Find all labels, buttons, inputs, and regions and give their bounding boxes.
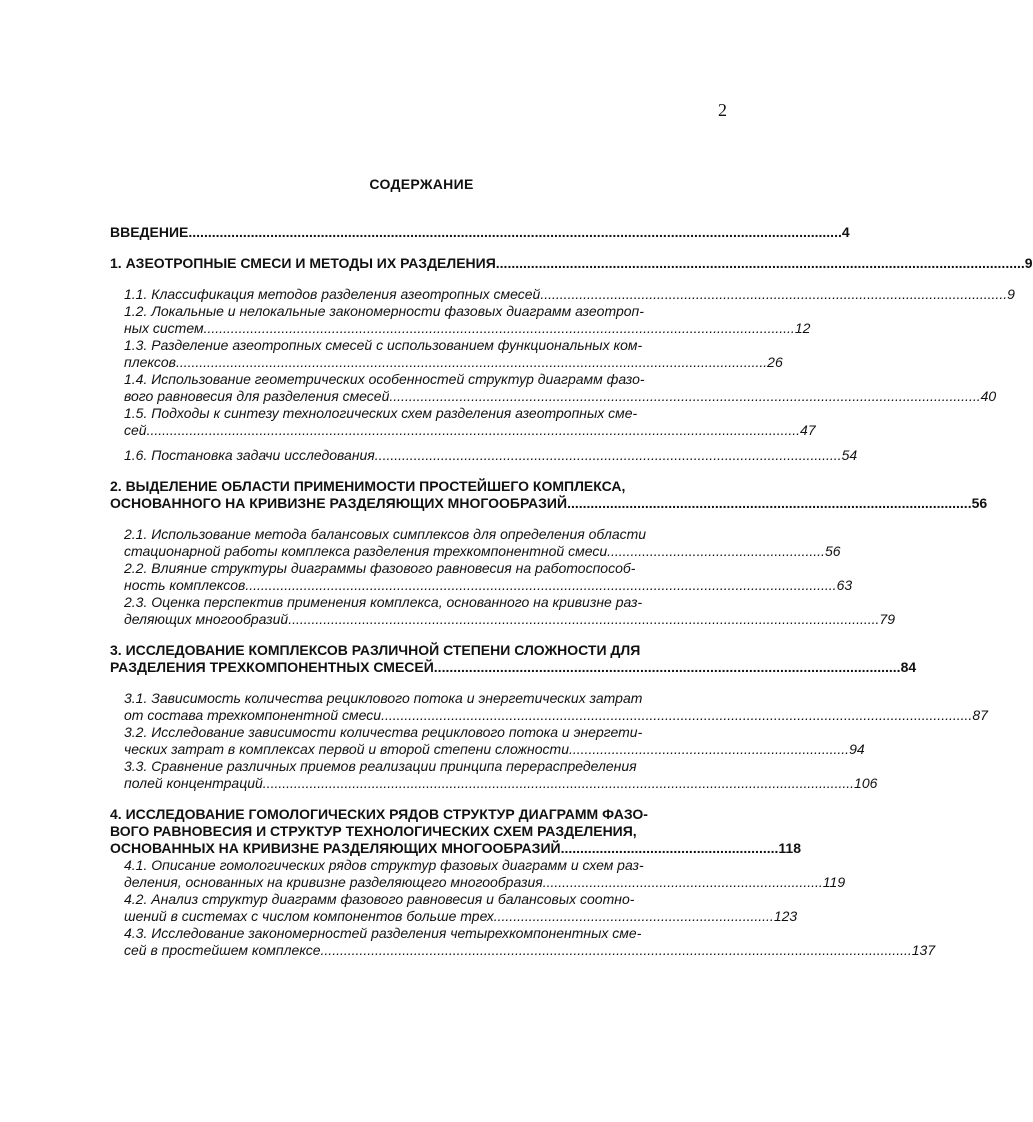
toc-page-number: 56	[824, 543, 841, 559]
toc-section-1-1[interactable]: 1.1. Классификация методов разделения азеотропных смесей ........................................................................................................................ 9	[124, 286, 1015, 302]
toc-page-number: 9	[1007, 286, 1015, 302]
toc-page-number: 4	[841, 224, 850, 240]
toc-page-number: 12	[794, 320, 811, 336]
toc-section-4-2[interactable]: 4.2. Анализ структур диаграмм фазового равновесия и балансовых соотно- шений в системах с числом компонентов больше трех ........................................................................ 123	[124, 891, 798, 924]
table-of-contents	[110, 224, 1033, 959]
toc-title: СОДЕРЖАНИЕ	[369, 176, 474, 192]
toc-page-number: 106	[854, 775, 878, 791]
toc-page-number: 9	[1024, 255, 1033, 271]
toc-section-3-2[interactable]: 3.2. Исследование зависимости количества рециклового потока и энергети- ческих затрат в комплексах первой и второй степени сложности ........................................................................ 94	[124, 724, 865, 757]
toc-page-number: 84	[900, 659, 917, 675]
toc-section-1-2[interactable]: 1.2. Локальные и нелокальные закономерности фазовых диаграмм азеотроп- ных систем ........................................................................................................................................................ 12	[124, 303, 811, 336]
toc-section-4-1[interactable]: 4.1. Описание гомологических рядов структур фазовых диаграмм и схем раз- деления, основанных на кривизне разделяющего многообразия ........................................................................ 119	[124, 857, 846, 890]
toc-page-number: 119	[822, 874, 846, 890]
toc-chapter-1[interactable]: 1. АЗЕОТРОПНЫЕ СМЕСИ И МЕТОДЫ ИХ РАЗДЕЛЕНИЯ ........................................................................................................................................ 9	[110, 255, 1033, 271]
toc-page-number: 123	[773, 908, 798, 924]
toc-section-1-3[interactable]: 1.3. Разделение азеотропных смесей с использованием функциональных ком- плексов ........................................................................................................................................................ 26	[124, 337, 783, 370]
page-number: 2	[718, 100, 727, 120]
toc-page-number: 54	[841, 447, 858, 463]
toc-page-number: 137	[911, 942, 936, 958]
toc-section-1-4[interactable]: 1.4. Использование геометрических особенностей структур диаграмм фазо- вого равновесия для разделения смесей ........................................................................................................................................................ 40	[124, 371, 997, 404]
toc-section-3-3[interactable]: 3.3. Сравнение различных приемов реализации принципа перераспределения полей концентраций ........................................................................................................................................................ 106	[124, 758, 878, 791]
toc-chapter-4[interactable]: 4. ИССЛЕДОВАНИЕ ГОМОЛОГИЧЕСКИХ РЯДОВ СТРУКТУР ДИАГРАММ ФАЗО- ВОГО РАВНОВЕСИЯ И СТРУКТУР ТЕХНОЛОГИЧЕСКИХ СХЕМ РАЗДЕЛЕНИЯ, ОСНОВАННЫХ НА КРИВИЗНЕ РАЗДЕЛЯЮЩИХ МНОГООБРАЗИЙ ........................................................ 118	[110, 806, 801, 856]
toc-section-2-3[interactable]: 2.3. Оценка перспектив применения комплекса, основанного на кривизне раз- деляющих многообразий ........................................................................................................................................................ 79	[124, 594, 895, 627]
toc-page-number: 56	[971, 495, 988, 511]
toc-section-2-1[interactable]: 2.1. Использование метода балансовых симплексов для определения области стационарной работы комплекса разделения трехкомпонентной смеси ........................................................ 56	[124, 526, 841, 559]
toc-page-number: 40	[980, 388, 997, 404]
toc-page-number: 87	[972, 707, 988, 723]
toc-page-number: 63	[836, 577, 853, 593]
toc-section-3-1[interactable]: 3.1. Зависимость количества рециклового потока и энергетических затрат от состава трехкомпонентной смеси ........................................................................................................................................................ 87	[124, 690, 988, 723]
toc-section-1-5[interactable]: 1.5. Подходы к синтезу технологических схем разделения азеотропных сме- сей ........................................................................................................................................................................ 47	[124, 405, 816, 438]
toc-chapter-3[interactable]: 3. ИССЛЕДОВАНИЕ КОМПЛЕКСОВ РАЗЛИЧНОЙ СТЕПЕНИ СЛОЖНОСТИ ДЛЯ РАЗДЕЛЕНИЯ ТРЕХКОМПОНЕНТНЫХ СМЕСЕЙ ........................................................................................................................ 84	[110, 642, 917, 675]
toc-page-number: 79	[879, 611, 895, 627]
toc-section-2-2[interactable]: 2.2. Влияние структуры диаграммы фазового равновесия на работоспособ- ность комплексов ........................................................................................................................................................ 63	[124, 560, 853, 593]
toc-section-4-3[interactable]: 4.3. Исследование закономерностей разделения четырехкомпонентных сме- сей в простейшем комплексе ........................................................................................................................................................ 137	[124, 925, 936, 958]
toc-page-number: 94	[849, 741, 865, 757]
toc-chapter-2[interactable]: 2. ВЫДЕЛЕНИЕ ОБЛАСТИ ПРИМЕНИМОСТИ ПРОСТЕЙШЕГО КОМПЛЕКСА, ОСНОВАННОГО НА КРИВИЗНЕ РАЗДЕЛЯЮЩИХ МНОГООБРАЗИЙ ........................................................................................................ 56	[110, 478, 988, 511]
toc-page-number: 118	[778, 840, 801, 856]
toc-section-1-6[interactable]: 1.6. Постановка задачи исследования ........................................................................................................................ 54	[124, 447, 858, 463]
toc-entry-introduction[interactable]: ВВЕДЕНИЕ ........................................................................................................................................................................ 4	[110, 224, 850, 240]
toc-page-number: 47	[800, 422, 816, 438]
toc-page-number: 26	[767, 354, 783, 370]
